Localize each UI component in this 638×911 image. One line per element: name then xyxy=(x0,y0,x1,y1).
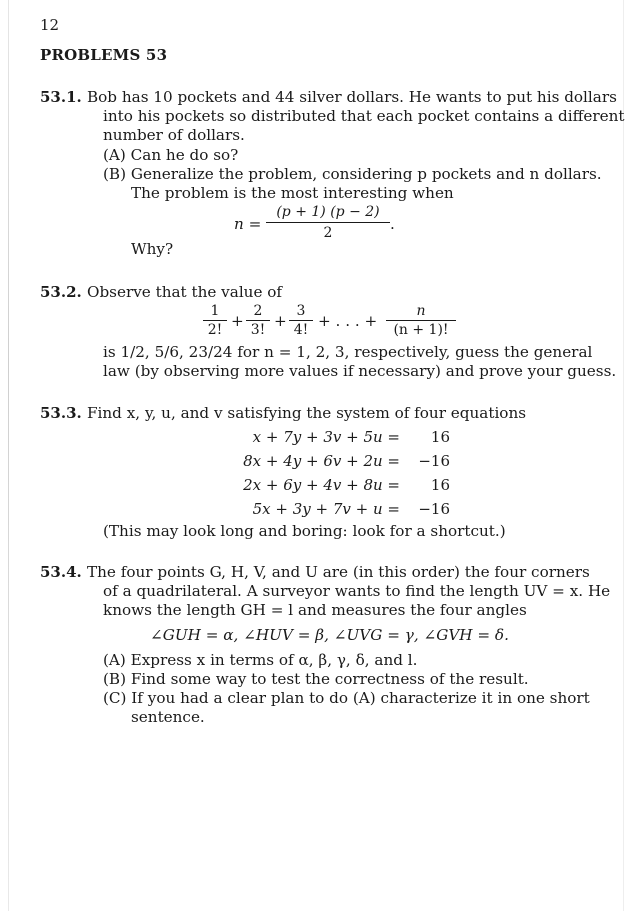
problem-53-2-line-1: Observe that the value of xyxy=(87,283,283,301)
problem-53-1-number: 53.1. xyxy=(40,88,82,106)
problem-53-1-part-b-cont: The problem is the most interesting when xyxy=(131,184,454,202)
equation-3-lhs: 2x + 6y + 4v + 8u = xyxy=(243,476,400,494)
problem-53-2-line-3: law (by observing more values if necessary) and prove your guess. xyxy=(103,362,617,380)
sum-term-1-numerator: 1 xyxy=(210,303,220,319)
problem-53-4-number: 53.4. xyxy=(40,563,82,581)
sum-term-2-numerator: 2 xyxy=(253,303,263,319)
problem-53-3-note: (This may look long and boring: look for a shortcut.) xyxy=(103,522,506,540)
equation-3-rhs: 16 xyxy=(430,476,450,494)
problem-53-4-part-c-cont: sentence. xyxy=(131,708,205,726)
page-right-edge xyxy=(623,0,624,911)
page-left-edge xyxy=(8,0,9,911)
equation-1-lhs: x + 7y + 3v + 5u = xyxy=(252,428,400,446)
problem-53-1-eq-lhs: n = xyxy=(234,215,262,233)
problem-53-4-line-3: knows the length GH = l and measures the four angles xyxy=(103,601,527,619)
problem-53-4-line-1: The four points G, H, V, and U are (in this order) the four corners xyxy=(87,563,590,581)
problem-53-4-line-2: of a quadrilateral. A surveyor wants to find the length UV = x. He xyxy=(103,582,611,600)
sum-last-bar xyxy=(386,320,456,321)
section-heading: PROBLEMS 53 xyxy=(40,46,168,64)
page-number: 12 xyxy=(40,16,60,34)
sum-term-1-bar xyxy=(203,320,227,321)
sum-ellipsis: + . . . + xyxy=(318,312,378,330)
problem-53-3-line-1: Find x, y, u, and v satisfying the system of four equations xyxy=(87,404,527,422)
equation-1-rhs: 16 xyxy=(430,428,450,446)
sum-term-1-denominator: 2! xyxy=(207,322,223,338)
problem-53-1-part-a: (A) Can he do so? xyxy=(103,146,239,164)
sum-term-2-denominator: 3! xyxy=(250,322,266,338)
equation-2-rhs: −16 xyxy=(418,452,450,470)
equation-4-lhs: 5x + 3y + 7v + u = xyxy=(252,500,400,518)
sum-last-numerator: n xyxy=(416,303,426,319)
problem-53-1-line-2: into his pockets so distributed that each pocket contains a different xyxy=(103,107,625,125)
problem-53-1-fraction-bar xyxy=(266,222,390,223)
problem-53-1-line-3: number of dollars. xyxy=(103,126,245,144)
problem-53-1-why: Why? xyxy=(131,240,174,258)
sum-last-denominator: (n + 1)! xyxy=(393,322,449,338)
problem-53-4-part-c: (C) If you had a clear plan to do (A) characterize it in one short xyxy=(103,689,590,707)
problem-53-4-part-a: (A) Express x in terms of α, β, γ, δ, and l. xyxy=(103,651,418,669)
sum-plus-1: + xyxy=(231,312,244,330)
problem-53-1-eq-period: . xyxy=(390,215,395,233)
problem-53-1-eq-denominator: 2 xyxy=(323,225,333,241)
sum-plus-2: + xyxy=(274,312,287,330)
problem-53-2-line-2: is 1/2, 5/6, 23/24 for n = 1, 2, 3, respectively, guess the general xyxy=(103,343,593,361)
sum-term-3-denominator: 4! xyxy=(293,322,309,338)
problem-53-1-part-b: (B) Generalize the problem, considering p pockets and n dollars. xyxy=(103,165,602,183)
equation-2-lhs: 8x + 4y + 6v + 2u = xyxy=(243,452,400,470)
problem-53-4-angles: ∠GUH = α, ∠HUV = β, ∠UVG = γ, ∠GVH = δ. xyxy=(150,626,509,644)
equation-4-rhs: −16 xyxy=(418,500,450,518)
problem-53-4-part-b: (B) Find some way to test the correctness of the result. xyxy=(103,670,529,688)
sum-term-3-numerator: 3 xyxy=(296,303,306,319)
problem-53-2-number: 53.2. xyxy=(40,283,82,301)
problem-53-1-eq-numerator: (p + 1) (p − 2) xyxy=(276,204,380,220)
sum-term-2-bar xyxy=(246,320,270,321)
sum-term-3-bar xyxy=(289,320,313,321)
problem-53-1-line-1: Bob has 10 pockets and 44 silver dollars. He wants to put his dollars xyxy=(87,88,617,106)
problem-53-3-number: 53.3. xyxy=(40,404,82,422)
